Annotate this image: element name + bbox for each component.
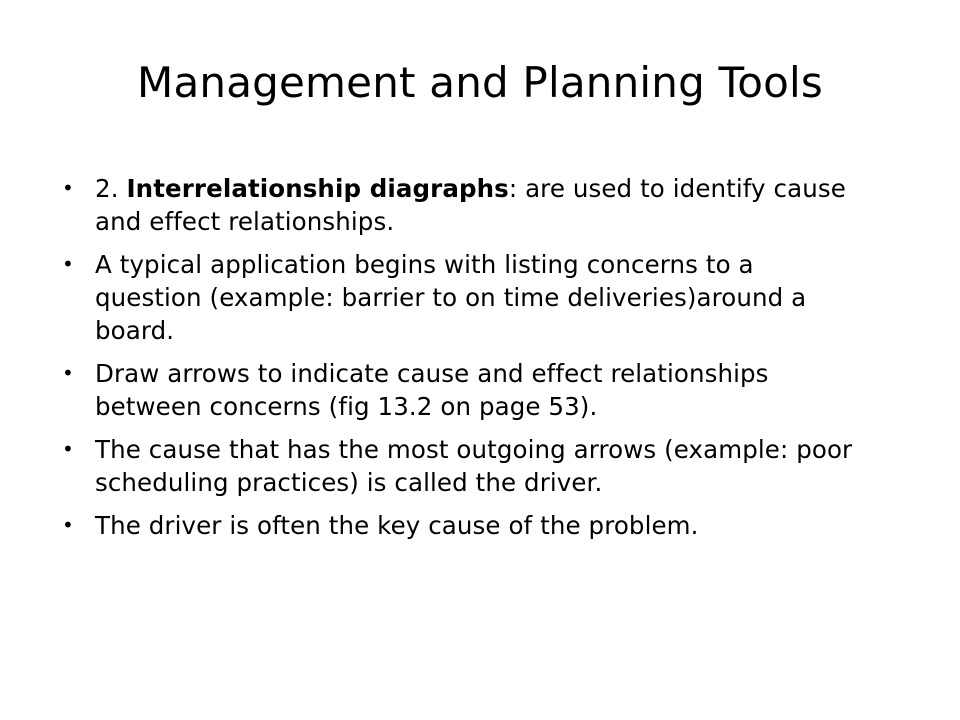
bullet-icon: • — [62, 437, 74, 461]
bullet-icon: • — [62, 361, 74, 385]
bullet-text: Draw arrows to indicate cause and effect relationships between concerns (fig 13.2 on page 53). — [95, 359, 769, 421]
bullet-item — [60, 509, 860, 542]
bullet-bold-term: Interrelationship diagraphs — [126, 174, 509, 203]
bullet-item — [60, 248, 860, 347]
bullet-item — [60, 433, 860, 499]
bullet-text: A typical application begins with listing concerns to a question (example: barrier to on time deliveries)around a board. — [95, 250, 807, 345]
bullet-icon: • — [62, 252, 74, 276]
bullet-icon: • — [62, 513, 74, 537]
bullet-text: The driver is often the key cause of the problem. — [95, 511, 699, 540]
bullet-text: : are used to identify cause and effect relationships. — [95, 174, 846, 236]
bullet-icon: • — [62, 176, 74, 200]
bullet-prefix: 2. — [95, 174, 127, 203]
bullet-text: The cause that has the most outgoing arrows (example: poor scheduling practices) is called the driver. — [95, 435, 853, 497]
slide-title: Management and Planning Tools — [137, 58, 823, 107]
bullet-item — [60, 172, 860, 238]
bullet-list — [60, 172, 860, 552]
bullet-item — [60, 357, 860, 423]
